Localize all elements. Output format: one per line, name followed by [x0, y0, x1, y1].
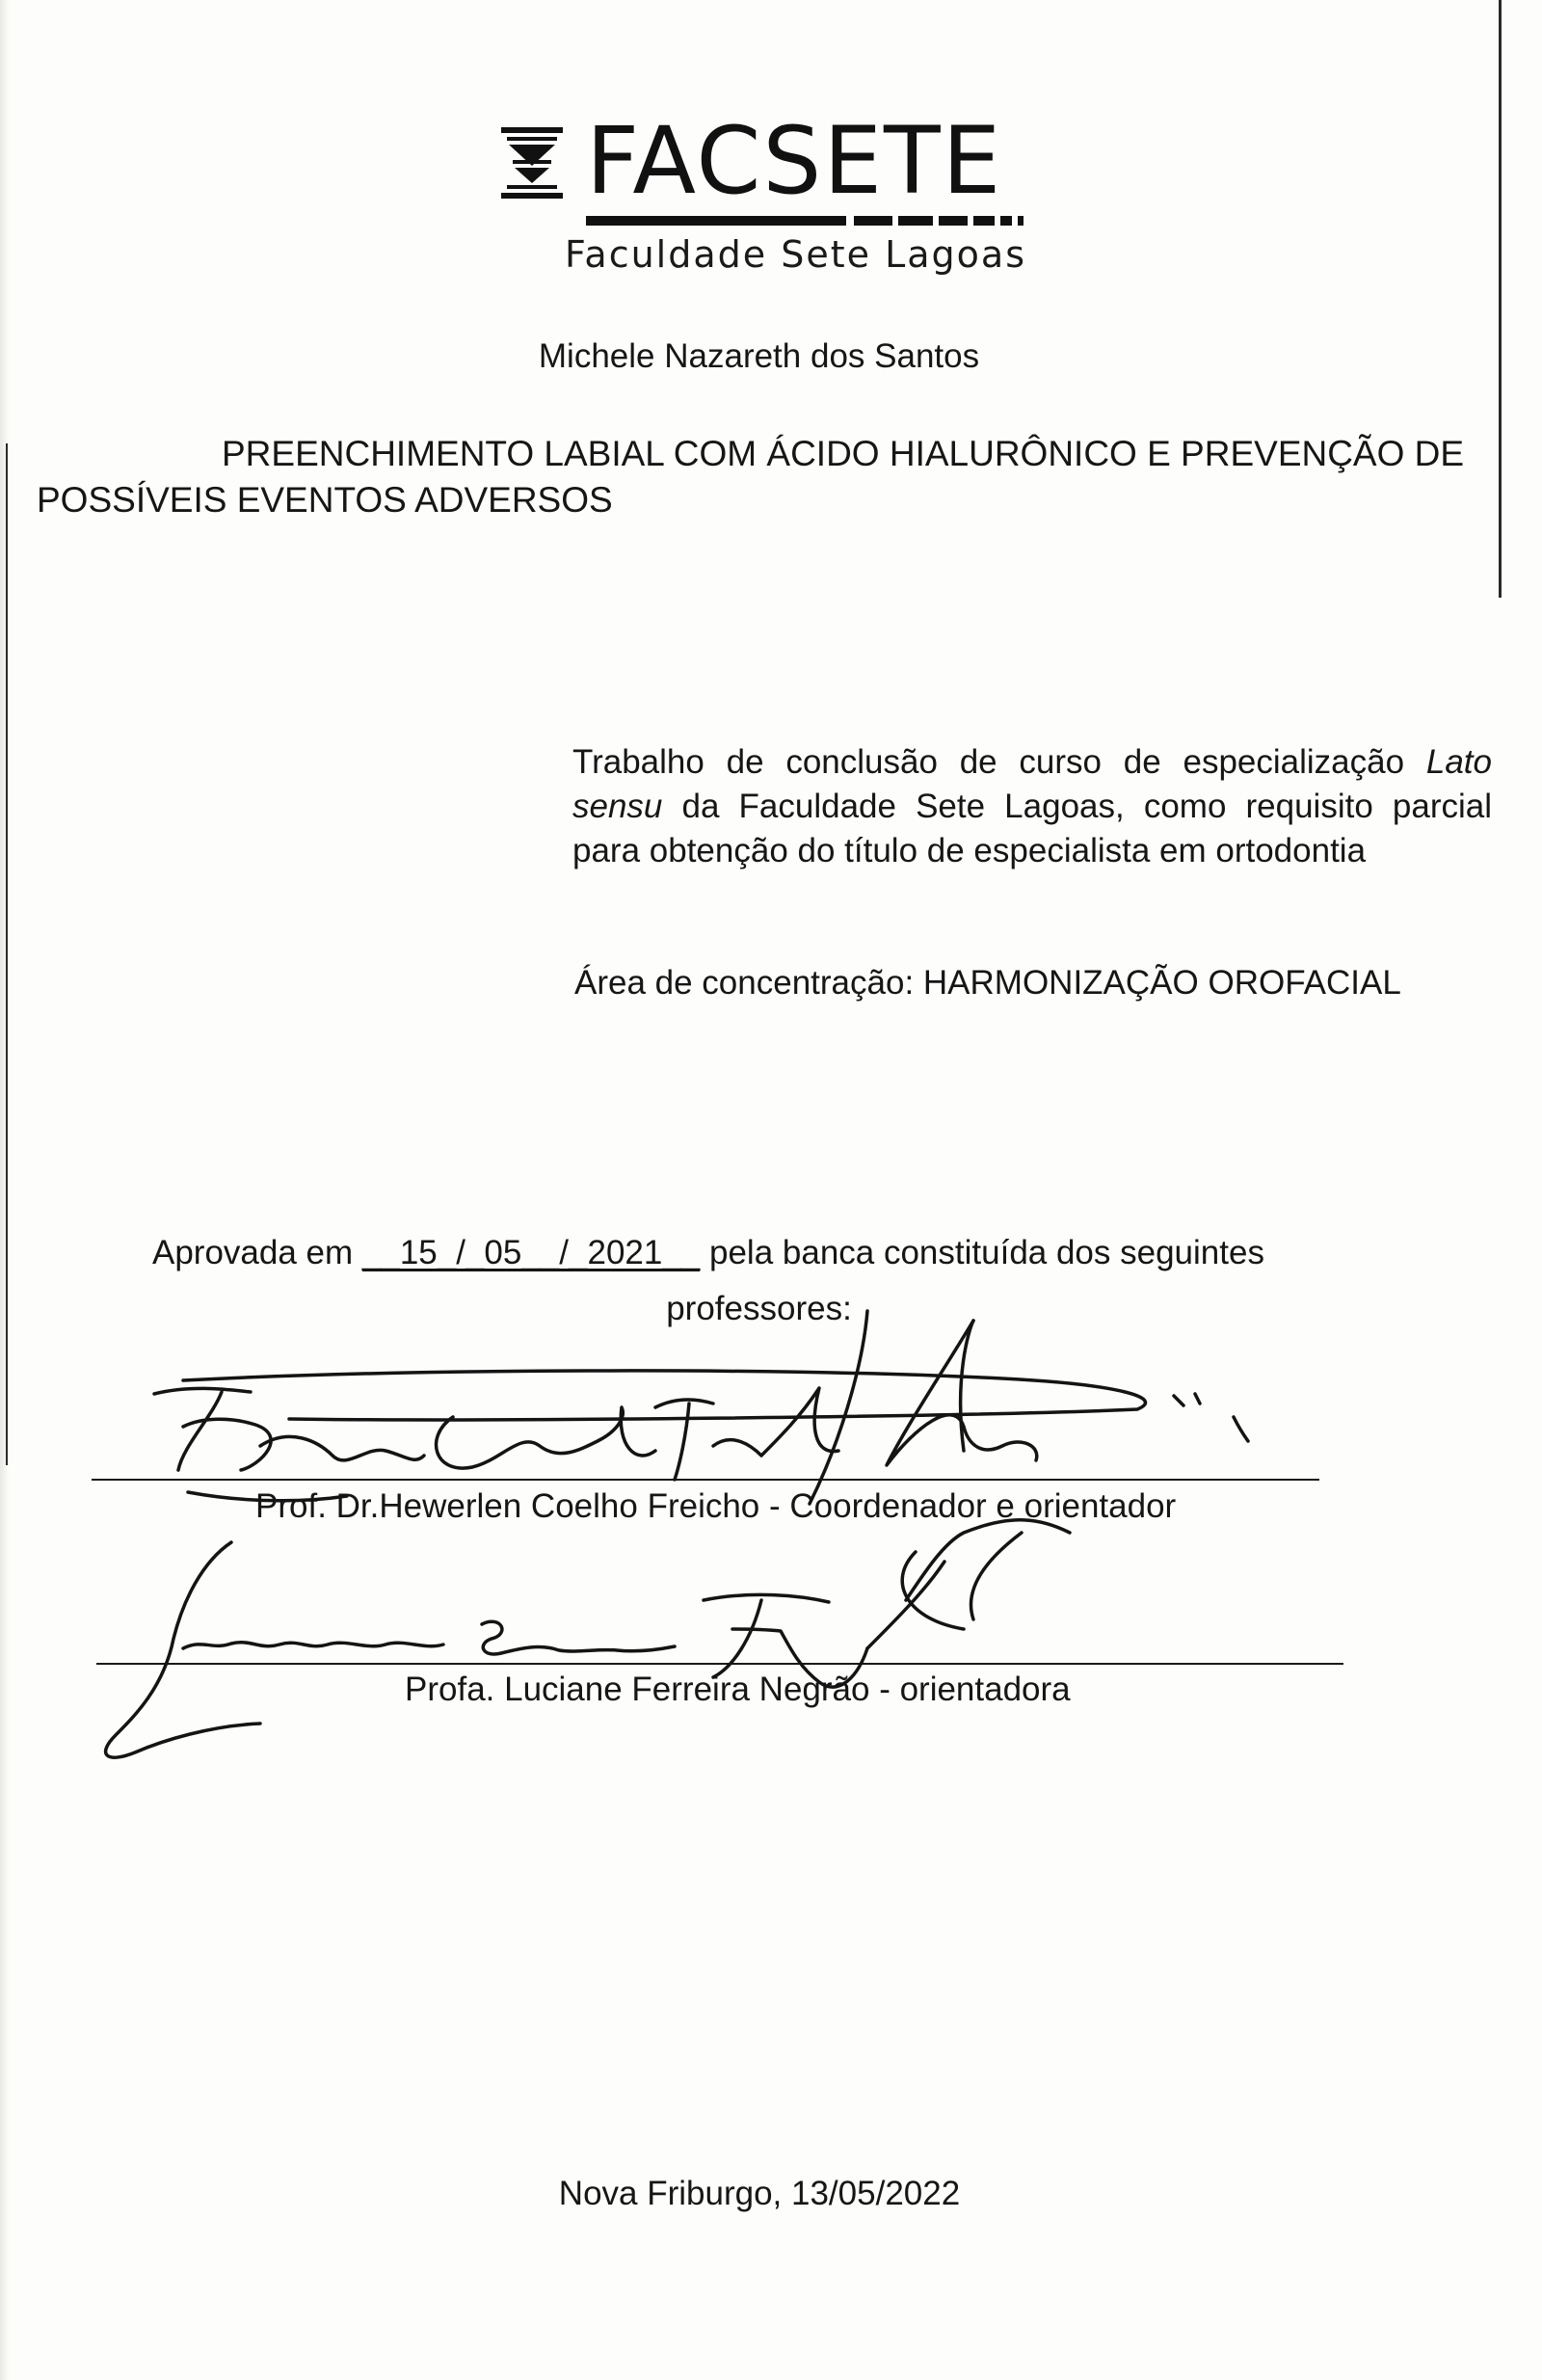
logo-subtitle: Faculdade Sete Lagoas	[565, 233, 1026, 276]
approval-suffix: pela banca constituída dos seguintes	[700, 1234, 1264, 1271]
signature-2	[106, 1520, 1070, 1757]
approval-statement	[152, 1234, 1405, 1272]
document-title: PREENCHIMENTO LABIAL COM ÁCIDO HIALURÔNICO E PREVENÇÃO DE POSSÍVEIS EVENTOS ADVERSOS	[37, 434, 1465, 520]
description-italic: Lato sensu	[572, 743, 1492, 825]
signatory-name-1: Prof. Dr.Hewerlen Coelho Freicho - Coordenador e orientador	[255, 1487, 1177, 1525]
logo-underline-bar	[586, 216, 1025, 226]
facsete-emblem-icon	[501, 127, 563, 199]
approval-date: __15_/_05__/_2021__	[361, 1234, 701, 1271]
signature-1	[154, 1311, 1248, 1504]
approval-statement-line2: professores:	[666, 1290, 852, 1327]
thesis-description	[572, 740, 1492, 873]
signature-line-1	[92, 1479, 1319, 1481]
author-name: Michele Nazareth dos Santos	[538, 337, 980, 375]
concentration-area: Área de concentração: HARMONIZAÇÃO OROFACIAL	[574, 964, 1401, 1002]
facsete-logo	[501, 107, 1026, 289]
description-text-cont: da Faculdade Sete Lagoas, como requisito parcial para obtenção do título de especialista em ortodontia	[572, 788, 1492, 869]
description-text: Trabalho de conclusão de curso de especialização	[572, 743, 1426, 781]
signature-line-2	[96, 1663, 1343, 1665]
signatory-name-2: Profa. Luciane Ferreira Negrão - orientadora	[405, 1671, 1071, 1708]
approval-prefix: Aprovada em	[152, 1234, 362, 1271]
logo-wordmark: FACSETE	[586, 107, 1003, 215]
place-and-date: Nova Friburgo, 13/05/2022	[558, 2175, 961, 2212]
